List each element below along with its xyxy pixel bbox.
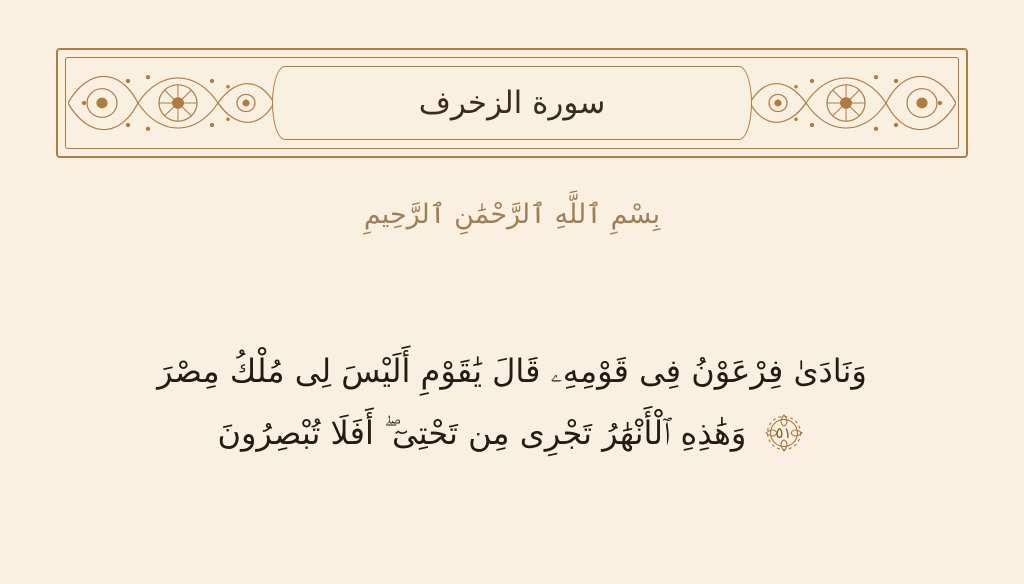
ayah-line-1: وَنَادَىٰ فِرْعَوْنُ فِى قَوْمِهِۦ قَالَ يَٰقَوْمِ أَلَيْسَ لِى مُلْكُ مِصْرَ (157, 352, 867, 390)
surah-title-plate (272, 66, 752, 140)
ayah-number-label: ٥١ (775, 423, 792, 442)
ayah-line-2-row (70, 402, 954, 464)
ayah-text-block (70, 340, 954, 465)
ayah-end-rosette (761, 410, 807, 456)
surah-header-banner (56, 48, 968, 158)
basmala-text: بِسْمِ ٱللَّهِ ٱلرَّحْمَٰنِ ٱلرَّحِيمِ (363, 199, 661, 230)
ayah-line-2: وَهَٰذِهِ ٱلْأَنْهَٰرُ تَجْرِى مِن تَحْتِىٓ ۖ أَفَلَا تُبْصِرُونَ (217, 414, 747, 453)
arabesque-floral-ornament (68, 60, 280, 146)
arabesque-floral-ornament (744, 60, 956, 146)
page-title: سورة الزخرف (418, 84, 606, 121)
basmala-row (0, 196, 1024, 234)
